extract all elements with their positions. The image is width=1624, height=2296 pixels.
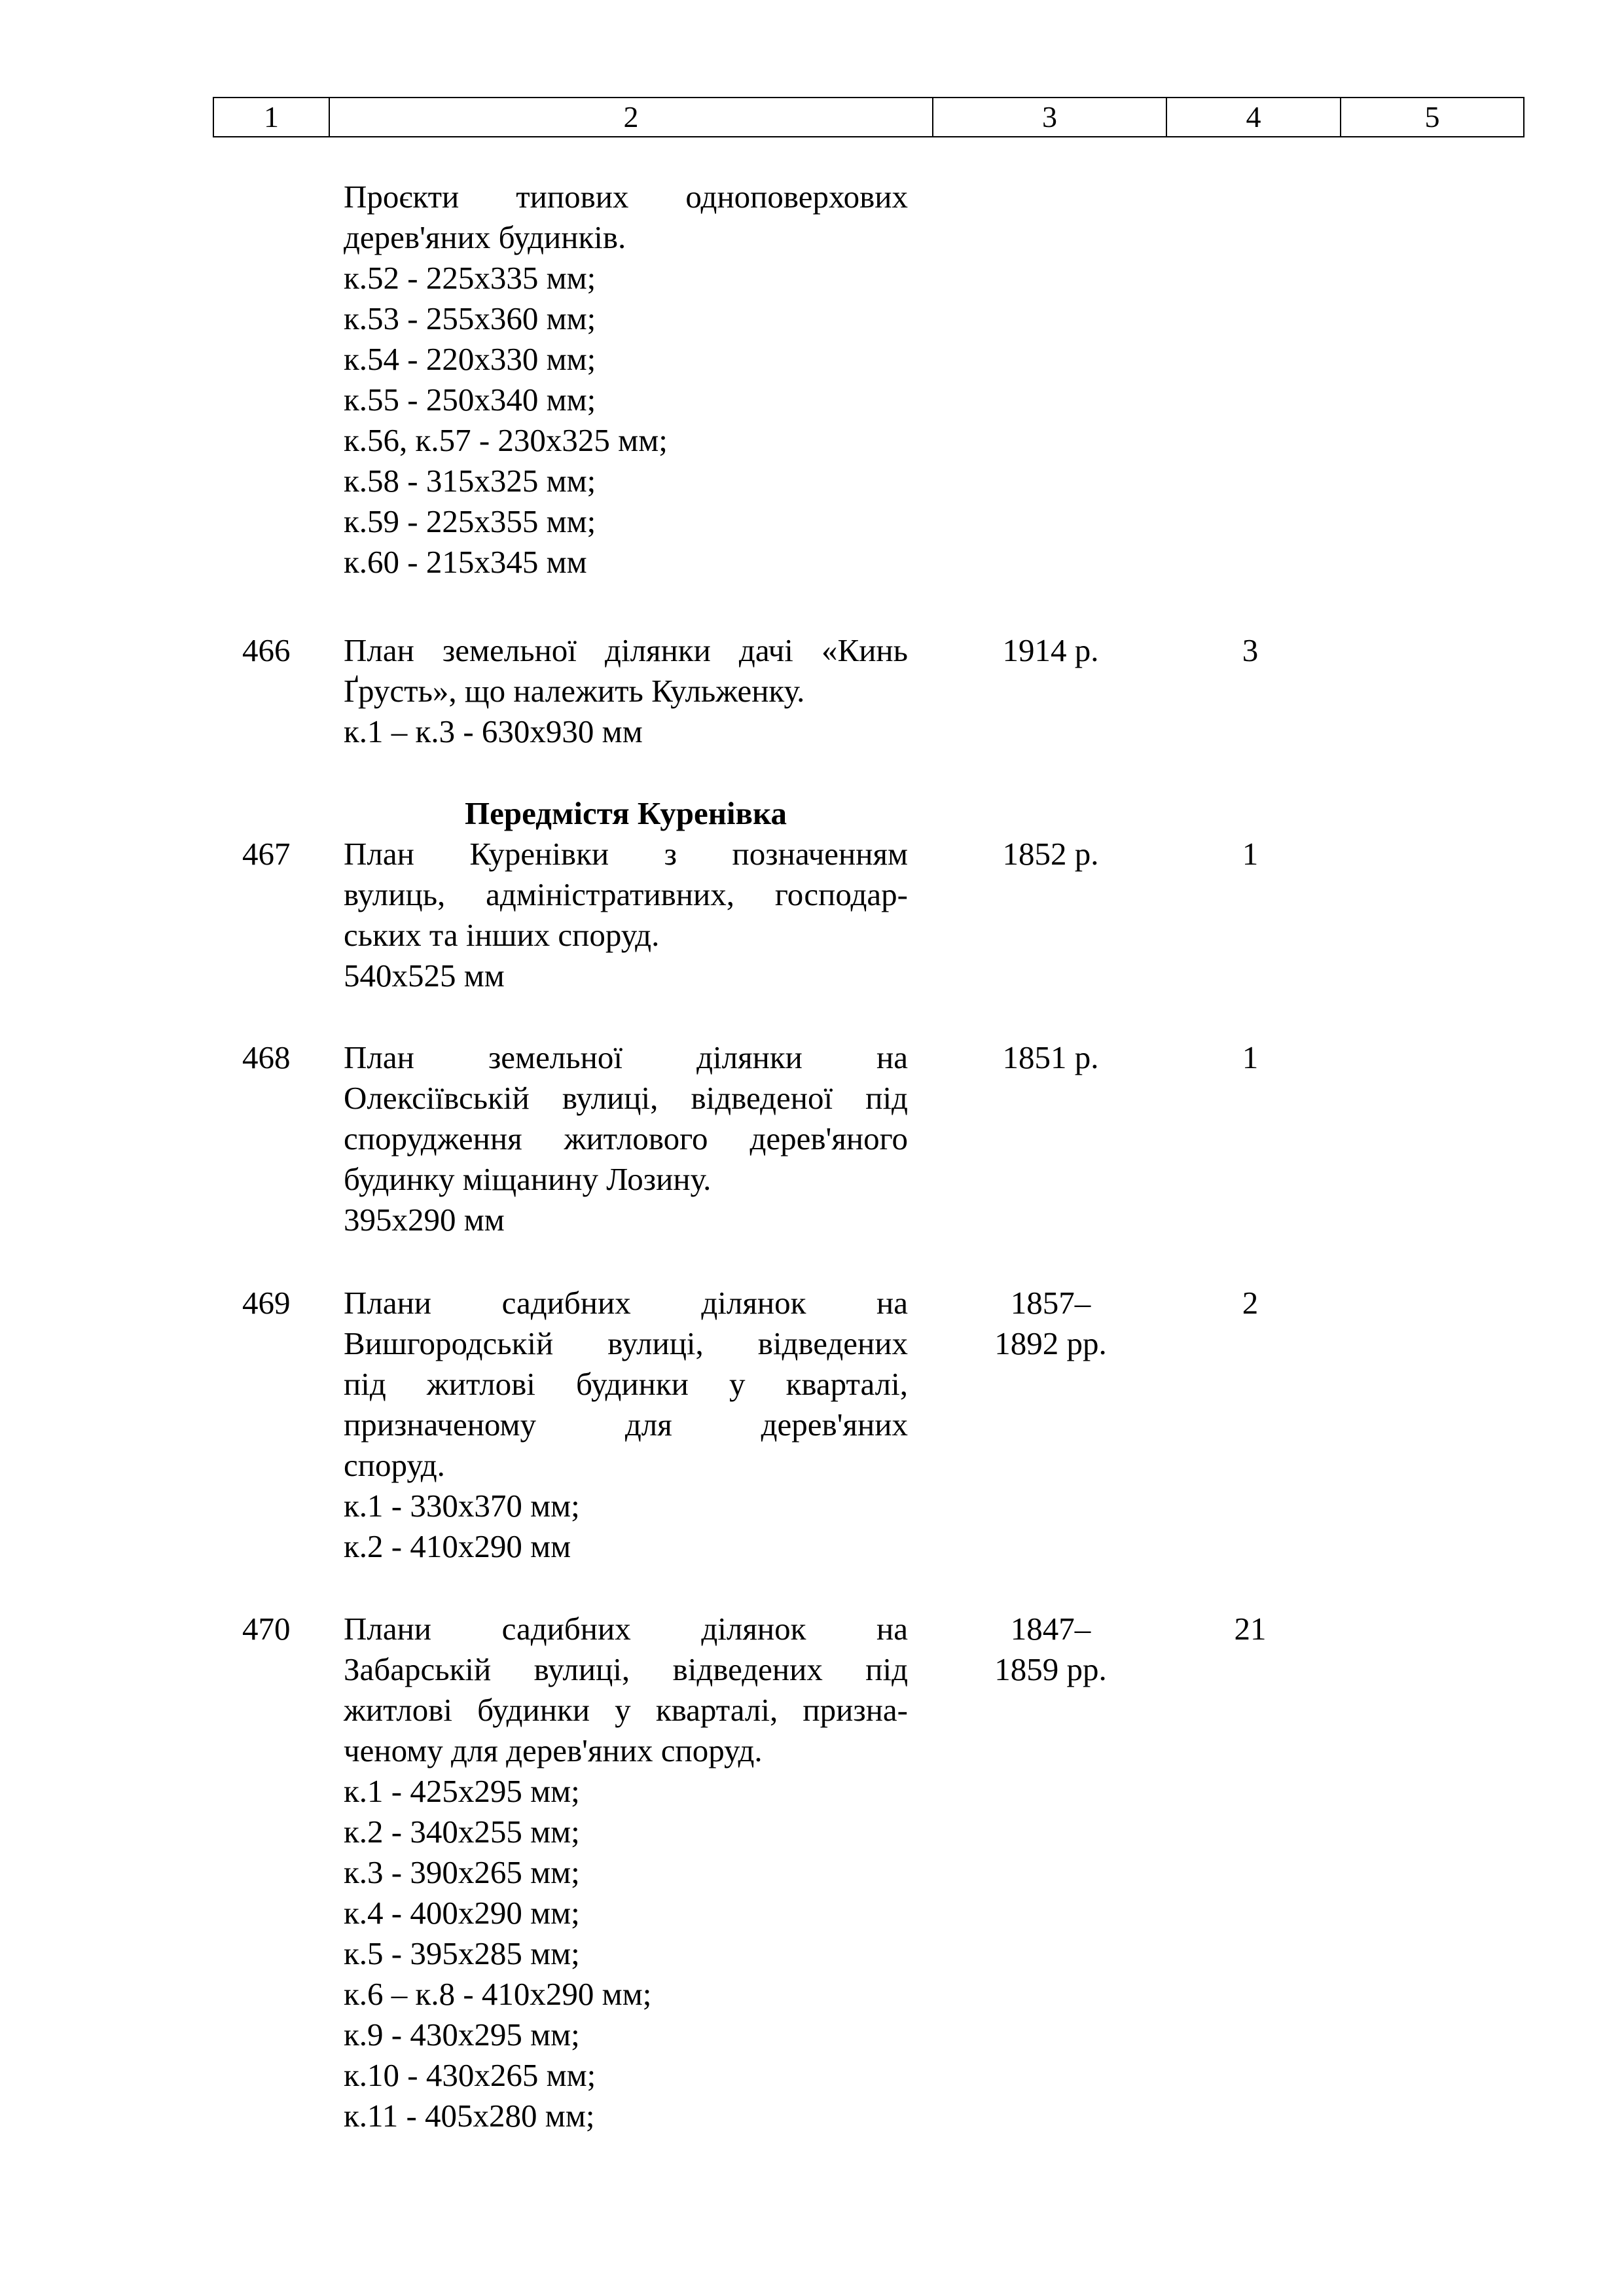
desc-line: спорудження житлового дерев'яного bbox=[344, 1121, 908, 1157]
entry-number: 467 bbox=[242, 836, 291, 872]
desc-line: ських та інших споруд. bbox=[344, 917, 660, 953]
desc-line: План земельної ділянки на bbox=[344, 1039, 908, 1075]
desc-line: житлові будинки у кварталі, призна- bbox=[344, 1692, 908, 1728]
desc-line: к.1 – к.3 - 630х930 мм bbox=[344, 713, 643, 749]
column-header-2: 2 bbox=[329, 98, 933, 137]
column-header-1: 1 bbox=[213, 98, 329, 137]
desc-line: к.6 – к.8 - 410х290 мм; bbox=[344, 1976, 652, 2012]
desc-line: План земельної ділянки дачі «Кинь bbox=[344, 632, 908, 668]
section-heading: Передмістя Куренівка bbox=[464, 795, 787, 831]
column-header-4: 4 bbox=[1166, 98, 1341, 137]
desc-line: к.59 - 225х355 мм; bbox=[344, 503, 596, 539]
desc-line: к.3 - 390х265 мм; bbox=[344, 1854, 580, 1890]
desc-line: дерев'яних будинків. bbox=[344, 219, 626, 255]
column-header-row bbox=[213, 98, 1524, 137]
desc-line: к.58 - 315х325 мм; bbox=[344, 463, 596, 499]
desc-line: призначеному для дерев'яних bbox=[344, 1407, 908, 1443]
date-line: 1892 рр. bbox=[994, 1325, 1107, 1361]
desc-line: Плани садибних ділянок на bbox=[344, 1611, 908, 1647]
desc-line: к.4 - 400х290 мм; bbox=[344, 1895, 580, 1931]
entry-description bbox=[344, 1609, 908, 2136]
entry-count: 3 bbox=[1242, 632, 1259, 668]
date-line: 1857– bbox=[1010, 1285, 1091, 1321]
intro-description bbox=[344, 177, 908, 583]
entry-number: 468 bbox=[242, 1039, 291, 1075]
entry-date bbox=[943, 630, 1159, 671]
date-line: 1914 р. bbox=[1002, 632, 1099, 668]
desc-line: Забарській вулиці, відведених під bbox=[344, 1651, 908, 1687]
date-line: 1847– bbox=[1010, 1611, 1091, 1647]
desc-line: 395х290 мм bbox=[344, 1202, 505, 1238]
entry-count: 1 bbox=[1242, 1039, 1259, 1075]
desc-line: будинку міщанину Лозину. bbox=[344, 1161, 712, 1197]
desc-line: к.56, к.57 - 230х325 мм; bbox=[344, 422, 668, 458]
desc-line: споруд. bbox=[344, 1447, 445, 1483]
entry-number: 470 bbox=[242, 1611, 291, 1647]
desc-line: к.5 - 395х285 мм; bbox=[344, 1935, 580, 1971]
desc-line: к.60 - 215х345 мм bbox=[344, 544, 587, 580]
desc-line: ченому для дерев'яних споруд. bbox=[344, 1732, 763, 1768]
entry-date bbox=[943, 1037, 1159, 1078]
entry-date bbox=[943, 834, 1159, 874]
date-line: 1859 рр. bbox=[994, 1651, 1107, 1687]
desc-line: к.2 - 340х255 мм; bbox=[344, 1814, 580, 1850]
desc-line: к.53 - 255х360 мм; bbox=[344, 300, 596, 336]
desc-line: к.2 - 410х290 мм bbox=[344, 1528, 571, 1564]
desc-line: під житлові будинки у кварталі, bbox=[344, 1366, 908, 1402]
desc-line: к.55 - 250х340 мм; bbox=[344, 382, 596, 418]
entry-description bbox=[344, 1283, 908, 1567]
desc-line: к.11 - 405х280 мм; bbox=[344, 2098, 595, 2134]
desc-line: к.1 - 330х370 мм; bbox=[344, 1488, 580, 1524]
desc-line: вулиць, адміністративних, господар- bbox=[344, 876, 908, 912]
desc-line: Олексіївській вулиці, відведеної під bbox=[344, 1080, 908, 1116]
column-header-table bbox=[213, 97, 1525, 137]
entry-description bbox=[344, 834, 908, 996]
desc-line: к.9 - 430х295 мм; bbox=[344, 2017, 580, 2053]
date-line: 1852 р. bbox=[1002, 836, 1099, 872]
entry-date bbox=[943, 1283, 1159, 1364]
entry-date bbox=[943, 1609, 1159, 1690]
entry-description bbox=[344, 1037, 908, 1240]
entry-count: 1 bbox=[1242, 836, 1259, 872]
desc-line: к.10 - 430х265 мм; bbox=[344, 2057, 596, 2093]
desc-line: 540х525 мм bbox=[344, 958, 505, 994]
entry-description bbox=[344, 630, 908, 752]
desc-line: к.54 - 220х330 мм; bbox=[344, 341, 596, 377]
desc-line: Плани садибних ділянок на bbox=[344, 1285, 908, 1321]
desc-line: Проєкти типових одноповерхових bbox=[344, 179, 908, 215]
date-line: 1851 р. bbox=[1002, 1039, 1099, 1075]
desc-line: к.52 - 225х335 мм; bbox=[344, 260, 596, 296]
desc-line: к.1 - 425х295 мм; bbox=[344, 1773, 580, 1809]
desc-line: Ґрусть», що належить Кульженку. bbox=[344, 673, 805, 709]
entry-number: 466 bbox=[242, 632, 291, 668]
desc-line: План Куренівки з позначенням bbox=[344, 836, 908, 872]
column-header-5: 5 bbox=[1341, 98, 1524, 137]
entry-count: 2 bbox=[1242, 1285, 1259, 1321]
column-header-3: 3 bbox=[933, 98, 1166, 137]
entry-number: 469 bbox=[242, 1285, 291, 1321]
entry-count: 21 bbox=[1234, 1611, 1267, 1647]
desc-line: Вишгородській вулиці, відведених bbox=[344, 1325, 908, 1361]
